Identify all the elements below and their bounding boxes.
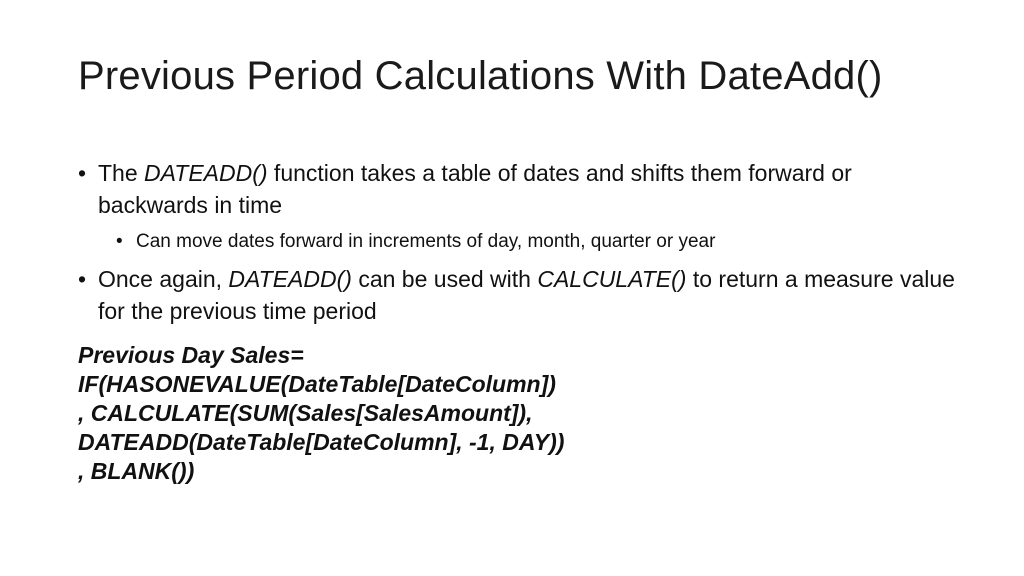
bullet-text-part: can be used with xyxy=(351,266,538,292)
slide-title: Previous Period Calculations With DateAdd() xyxy=(78,54,883,98)
bullet-text-part-italic: CALCULATE() xyxy=(537,266,687,292)
sub-bullet-text: Can move dates forward in increments of day, month, quarter or year xyxy=(136,231,716,252)
code-line: DATEADD(DateTable[DateColumn], -1, DAY)) xyxy=(78,429,565,455)
bullet-text-part: function takes a table of dates and shifts them forward or backwards in time xyxy=(98,160,852,218)
bullet-dateadd-calculate xyxy=(78,263,958,327)
dax-formula-block xyxy=(78,341,958,486)
bullet-text-part-italic: DATEADD() xyxy=(228,266,352,292)
bullet-dot: • xyxy=(116,231,123,252)
bullet-dot: • xyxy=(78,160,87,186)
code-line: , BLANK()) xyxy=(78,458,195,484)
bullet-text-part-italic: DATEADD() xyxy=(144,160,268,186)
bullet-dateadd-description xyxy=(78,157,958,221)
sub-bullet-increments xyxy=(116,229,958,255)
bullet-text-part: to return a measure value for the previous time period xyxy=(98,266,955,324)
bullet-text-part: The xyxy=(98,160,145,186)
slide-content xyxy=(78,155,958,486)
bullet-dot: • xyxy=(78,266,87,292)
code-line: IF(HASONEVALUE(DateTable[DateColumn]) xyxy=(78,371,556,397)
code-line: Previous Day Sales= xyxy=(78,342,304,368)
bullet-text-part: Once again, xyxy=(98,266,229,292)
code-line: , CALCULATE(SUM(Sales[SalesAmount]), xyxy=(78,400,533,426)
